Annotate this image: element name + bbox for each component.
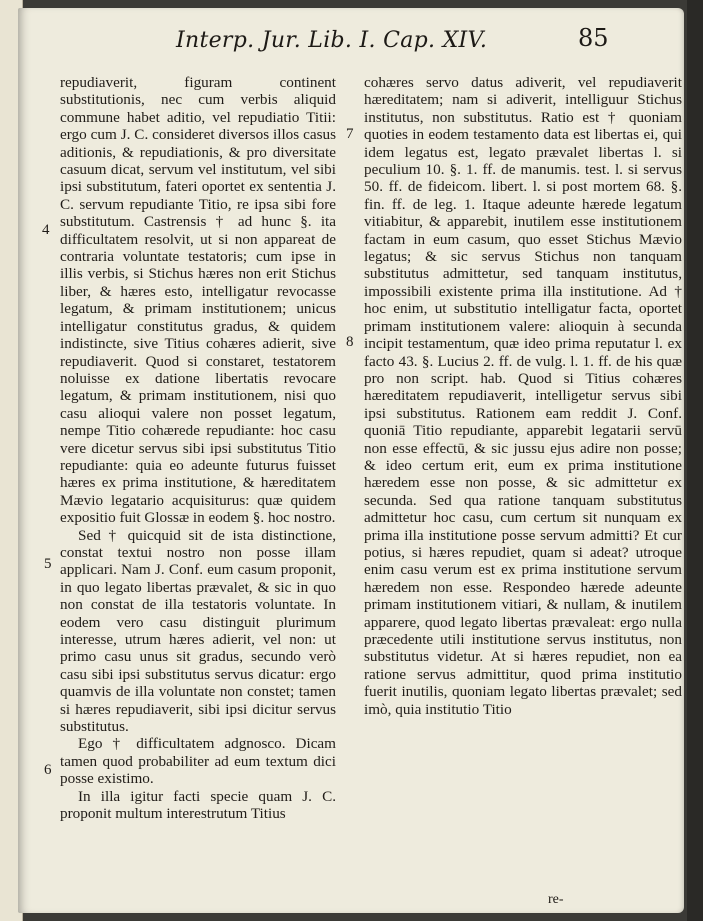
marginal-number-4: 4: [42, 222, 50, 238]
marginal-number-7: 7: [346, 126, 354, 142]
right-paragraph-1: cohæres servo datus adiverit, vel repudiaverit hæreditatem; nam si adiverit, intelliguur Stichus institutus, non substitutus. Ratio est † quoniam quoties in eodem testamento data est libertas ei, qui idem legatus est, legato prævalet libertas l. si peculium 10. §. 1. ff. de manumis. test. l. si servus 50. ff. de fideicom. libert. l. si post mortem 68. §. fin. ff. de leg. 1. Itaque adeunte hærede legatum vitiabitur, & apparebit, inutilem esse institutionem factam in eum casum, quo esset Stichus Mævio legatus; & sic servus Stichus non tanquam substitutus admittetur, sed tanquam institutus, impossibili existente prima illa institutione. Ad † hoc enim, ut substitutio intelligatur facta, oportet primam institutionem valere: alioquin à secunda incipit testamentum, quæ ideo prima reputatur l. ex facto 43. §. Lucius 2. ff. de vulg. l. 1. ff. de his quæ pro non script. hab. Quod si Titius cohæres hæreditatem repudiaverit, intelligetur servus sibi ipsi substitutus. Rationem eam reddit J. Conf. quoniā Titio repudiante, apparebit legatarii servū non esse effectū, & sic jussu ejus adire non posse; & ideo certum erit, eum ex prima institutione hæredem esse non posse, & sic admittetur ex secunda. Sed qua ratione tanquam substitutus admittetur hoc casu, cum certum sit nunquam ex prima illa institutione posse servum admitti? Et cur potius, si hæres repudiet, quam si adeat? utroque enim casu verum est ex prima institutione servum hæredem non esse. Respondeo hærede adeunte primam institutionem vitiari, & nullam, & inutilem apparere, quod legato libertas prævaleat: ergo nulla præcedente utili institutione servus institutus, non substitutus videtur. At si hæres repudiet, non ea ratione servus admittitur, quod prima institutio fuerit inutilis, quoniam legato libertas prævalet; sed imò, quia institutio Titio: [364, 74, 682, 718]
book-right-edge: [687, 0, 703, 921]
left-column: [60, 74, 336, 822]
running-title: Interp. Jur. Lib. I. Cap. XIV.: [176, 28, 488, 53]
left-paragraph-2: Sed † quicquid sit de ista distinctione, constat textui nostro non posse illam applicari. Nam J. Conf. eum casum proponit, in quo legato libertas prævalet, & sic in quo non constat de illa testatoris voluntate. In eodem vero casu distinguit plurimum interesse, utrum hæres adierit, vel non: ut primo casu unus sit gradus, secundo verò casu sibi ipsi substitutus servus dicatur: ergo quamvis de illa voluntate non constet; tamen si hæres repudiaverit, sibi ipsi dicitur servus substitutus.: [60, 526, 336, 736]
page-number: 85: [578, 24, 609, 52]
left-paragraph-1: repudiaverit, figuram continent substitutionis, nec cum verbis aliquid commune habet aditio, vel repudiatio Titii: ergo cum J. C. consideret diversos illos casus aditionis, & repudiationis, & pro diversitate casuum dicat, servum vel institutum, vel sibi ipsi substitutum, fateri oportet ex sententia J. C. servum repudiante Titio, re ipsa sibi fore substitutum. Castrensis † ad hunc §. ita difficultatem resolvit, ut si non appareat de contraria voluntate testatoris; cum ipse in illis verbis, si Stichus hæres non erit Stichus liber, & hæres esto, intelligatur revocasse legatum, & primam institutionem; unicus intelligatur constitutus gradus, & quidem indistincte, sive Titius cohæres adierit, sive repudiaverit. Quod si constaret, testatorem noluisse ex datione libertatis revocare legatum, & primam institutionem, nisi quo casu alioqui valere non posset legatum, nempe Titio cohærede repudiante: hoc casu vere dicetur servus sibi ipsi substitutus Titio repudiante: quia eo adeunte futurus fuisset hæres ex prima institutione, & hæreditatem Mævio legatario acquisiturus: quæ quidem expositio fuit Glossæ in eodem §. hoc nostro.: [60, 74, 336, 527]
marginal-number-6: 6: [44, 762, 52, 778]
marginal-number-5: 5: [44, 556, 52, 572]
catchword: re-: [548, 892, 564, 907]
marginal-number-8: 8: [346, 334, 354, 350]
left-paragraph-3: Ego † difficultatem adgnosco. Dicam tamen quod probabiliter ad eum textum dici posse existimo.: [60, 735, 336, 788]
left-paragraph-4: In illa igitur facti specie quam J. C. proponit multum interestrutum Titius: [60, 787, 336, 823]
right-column: [364, 74, 682, 718]
